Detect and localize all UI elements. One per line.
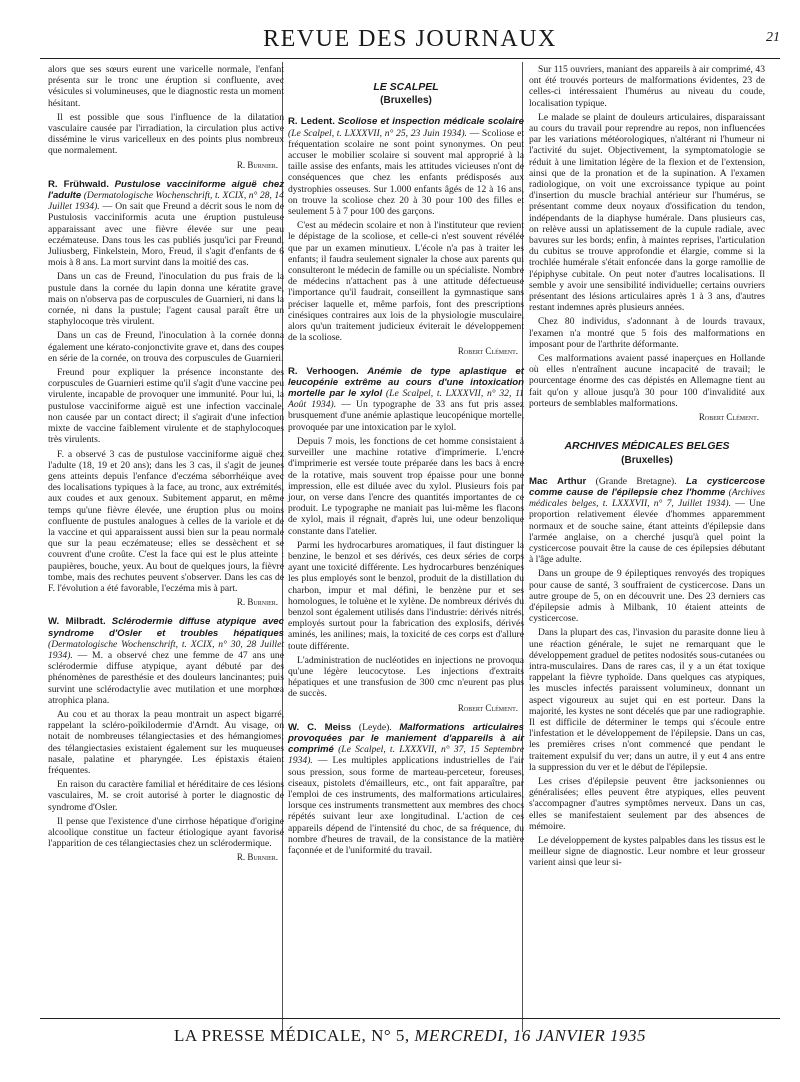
paragraph: Le développement de kystes palpables dans les tissus est le meilleur signe de diagnostic. Leur nombre et leur grosseur varient ainsi que leur si- bbox=[529, 835, 765, 869]
section-title: ARCHIVES MÉDICALES BELGES bbox=[564, 440, 730, 453]
page-number: 21 bbox=[766, 30, 780, 45]
article-reference: (Le Scalpel, t. LXXXVII, n° 37, 15 Septembre 1934). bbox=[288, 744, 524, 767]
paragraph: C'est au médecin scolaire et non à l'instituteur que revient le dépistage de la scoliose, et celle-ci n'est souvent révélée que par un examen minutieux. L'école n'a pas à traiter les enfants; il faudra seulement signaler la chose aux parents qui consulteront le médecin de famille ou un spécialiste. Nombre de médecins n'attachent pas à une attitude défectueuse l'importance qu'il faudrait, conseillent la gymnastique sans préciser laquelle et, même parfois, font des prescriptions cinésiques contraires aux lois de la physiologie musculaire, alors qu'un traitement judicieux éviterait le développement de la scoliose. bbox=[288, 220, 524, 344]
article-heading bbox=[288, 722, 524, 856]
signature: R. Burnier. bbox=[236, 597, 278, 608]
article-title: Scoliose et inspection médicale scolaire bbox=[337, 116, 524, 128]
paragraph: Le malade se plaint de douleurs articulaires, disparaissant au cours du travail pour reprendre au repos, non influencées par les variations météorologiques, n'altérant ni l'humeur ni l'activité du sujet. Objectivement, la symptomatologie se réduit à une limitation légère de la flexion et de l'extension, ainsi que de la pronation et de la supination. A l'examen radiologique, on voit une excroissance typique au point d'insertion du muscle brachial antérieur sur l'humérus, se présentant comme deux noyaux d'ossification du tendon, indépendants de la diaphyse humérale. Dans plusieurs cas, on relève aussi un aplatissement de la cupule radiale, avec bavures sur les bords; enfin, à maintes reprises, l'articulation du cubitus se trouve approfondie et élargie, comme si la trochlée humérale s'était enfoncée dans la gorge ramollie de l'épiphyse cubitale. On peut noter d'autres localisations. Il semble y avoir une sensibilité individuelle; certains ouvriers présentant des lésions articulaires après 1 à 3 ans, d'autres restant indemnes après plusieurs années. bbox=[529, 111, 765, 314]
article-author: W. C. Meiss bbox=[288, 721, 352, 733]
signature: Robert Clément. bbox=[457, 702, 518, 713]
article-heading bbox=[529, 476, 765, 566]
paragraph: — Un typographe de 33 ans fut pris assez brusquement d'une anémie aplastique leucopénique mortelle, provoquée par une intoxication par le xylol. bbox=[288, 399, 524, 433]
paragraph: Dans un groupe de 9 épileptiques renvoyés des tropiques pour cause de santé, 3 souffraient de cysticercose. Dans un autre groupe de 5, on en découvrit une. Des 23 derniers cas d'épilepsie admis à Milbank, 10 étaient atteints de cysticercose. bbox=[529, 568, 765, 625]
article-ledent bbox=[288, 116, 524, 357]
paragraph: — Une proportion relativement élevée d'hommes apparemment normaux et de souche saine, étant atteints d'épilepsie dans l'armée anglaise, on a cherché jusqu'à quel point la cysticercose pouvait être la cause de ces épilepsies débutant à l'âge adulte. bbox=[529, 498, 765, 566]
article-title: Malformations articulaires provoquées par le maniement d'appareils à air comprimé bbox=[288, 721, 524, 756]
article-author: R. Ledent. bbox=[288, 116, 335, 128]
paragraph: — Les multiples applications industrielles de l'air sous pression, sous forme de marteau-perceteur, foreuses, ciseaux, pistolets d'émailleurs, etc., ont fait apparaître, par l'emploi de ces instruments, des malformations articulaires, lorsque ces instruments transmettent aux membres des chocs répétés suivant leur axe longitudinal. L'action de ces appareils dépend de l'intensité du choc, de sa fréquence, du nombre d'heures de travail, de la consistance de la matière façonnée et de l'uniformité du travail. bbox=[288, 755, 524, 856]
author-affiliation: (Grande Bretagne). bbox=[595, 475, 677, 487]
column-1 bbox=[48, 64, 284, 872]
article-meiss bbox=[288, 722, 524, 856]
section-title: LE SCALPEL bbox=[373, 81, 439, 93]
article-title: Anémie de type aplastique et leucopénie extrême au cours d'une intoxication mortelle par le xylol bbox=[288, 365, 525, 400]
paragraph: F. a observé 3 cas de pustulose vacciniforme aiguë chez l'adulte (18, 19 et 20 ans); dans les 3 cas, il s'agit de jeunes gens atteints depuis l'enfance d'eczéma séborrhéique avec des localisations typiques à la face, au tronc, aux extrémités, aux coudes et aux genoux. Subitement apparut, en même temps qu'une fièvre élevée, une éruption plus ou moins confluente de pustules analogues à celles de la variole et de la vaccine et qui apparaissent aussi bien sur la peau normale que sur la peau eczémateuse; elles se dessèchent et se couvrent d'une croûte. C'est la face qui est le plus atteinte : paupières, bouche, yeux. Au bout de quelques jours, la fièvre tombe, mais des rechutes peuvent s'observer. Dans les cas de F. l'évolution a été favorable, l'eczéma mis à part. bbox=[48, 448, 284, 594]
article-title: Sclérodermie diffuse atypique avec syndrome d'Osler et troubles hépatiques bbox=[48, 616, 284, 639]
article-reference: (Dermatologische Wochenschrift, t. XCIX, n° 30, 28 Juillet 1934). bbox=[48, 638, 284, 661]
paragraph: Dans un cas de Freund, l'inoculation du pus frais de la pustule dans la cornée du lapin donna une kératite grave, mais on n'observa pas de corpuscules de Guarnieri, ni dans la cornée, ni dans la pustule; l'agent causal paraît être un staphylocoque très virulent. bbox=[48, 271, 284, 328]
article-reference: (Le Scalpel, t. LXXXVII, n° 25, 23 Juin 1934). bbox=[288, 127, 467, 139]
article-author: W. Milbradt. bbox=[48, 616, 106, 628]
section-subtitle: (Bruxelles) bbox=[380, 95, 432, 107]
paragraph: Freund pour expliquer la présence inconstante des corpuscules de Guarnieri estime qu'il s'agit d'une vaccine peu virulente, incapable de provoquer une immunité. Pour lui, la pustulose vacciniforme aiguë est une infection vaccinale, non causée par un contact direct; il s'agirait d'une infection mixte de vaccine faiblement virulente et de staphylocoques très virulents. bbox=[48, 367, 284, 446]
article-title: La cysticercose comme cause de l'épilepsie chez l'homme bbox=[529, 475, 765, 498]
paragraph: Parmi les hydrocarbures aromatiques, il faut distinguer la benzine, le benzol et ses dérivés, ces deux séries de corps ayant une toxicité différente. Les hydrocarbures benzéniques les plus employés sont le benzol, produit de la distillation du charbon, impur et mal défini, le benzène pur et ses homologues, le toluène et le xylène. De nombreux dérivés du benzol sont également utilisés dans l'industrie: dérivés nitrés, employés surtout pour la fabrication des explosifs, dérivés aminés, les anilines; mais, la toxicité de ces corps est d'allure toute différente. bbox=[288, 539, 524, 652]
paragraph: Les crises d'épilepsie peuvent être jacksoniennes ou généralisées; elles peuvent être atypiques, elles peuvent s'accompagner d'autres symptômes nerveux. Dans un cas, elles se manifestaient seulement par des absences de mémoire. bbox=[529, 775, 765, 832]
article-author: Mac Arthur bbox=[529, 475, 587, 487]
paragraph: Il est possible que sous l'influence de la dilatation vasculaire causée par l'irradiation, la circulation plus active dissémine le virus varicelleux en des points plus nombreux que normalement. bbox=[48, 111, 284, 157]
column-3 bbox=[529, 64, 765, 872]
paragraph: Dans un cas de Freund, l'inoculation à la cornée donna également une kérato-conjonctivite grave et, dans des coupes en série de la cornée, on trouva des corpuscules de Guarnieri. bbox=[48, 330, 284, 364]
footer-issue: N° 5, bbox=[371, 1026, 410, 1045]
page-footer bbox=[40, 1026, 780, 1046]
paragraph: Au cou et au thorax la peau montrait un aspect bigarré, rappelant la scléro-poïkilodermie d'Arndt. Au visage, on notait de nombreuses télangiectasies et des hémangiomes; des télangiectasies existaient également sur les muqueuses nasale, palatine et pharyngée. Les épistaxis étaient fréquentes. bbox=[48, 708, 284, 776]
article-fruhwald bbox=[48, 179, 284, 609]
signature: R. Burnier. bbox=[236, 159, 278, 170]
paragraph: Depuis 7 mois, les fonctions de cet homme consistaient à surveiller une machine rotative d'imprimerie. L'encre d'imprimerie est versée toute préparée dans les bacs à encre de la rotative, mais souvent trop épaisse pour une bonne impression, elle est diluée avec du xylol. Plusieurs fois par jour, on verse dans l'encre des quantités importantes de ce produit. Le typographe ne maniait pas lui-même les flacons de xylol, mais il régnait, d'après lui, une odeur benzolique constante dans l'atelier. bbox=[288, 435, 524, 537]
header-rule bbox=[40, 58, 780, 59]
author-affiliation: (Leyde). bbox=[358, 721, 392, 733]
article-verhoogen bbox=[288, 366, 524, 714]
footer-journal: LA PRESSE MÉDICALE, bbox=[174, 1026, 367, 1045]
paragraph: L'administration de nucléotides en injections ne provoqua qu'une légère leucocytose. Les injections d'extraits hépatiques et une transfusion de 300 cmc n'eurent pas plus de succès. bbox=[288, 654, 524, 700]
article-heading bbox=[48, 179, 284, 269]
article-milbradt bbox=[48, 616, 284, 863]
article-heading bbox=[288, 366, 524, 433]
article-author: R. Verhoogen. bbox=[288, 365, 359, 377]
journal-section-title: REVUE DES JOURNAUX bbox=[263, 26, 557, 52]
paragraph: Il pense que l'existence d'une cirrhose hépatique d'origine alcoolique constitue un facteur étiologique ayant favorisé l'apparition de ces télangiectasies chez un sclérodermique. bbox=[48, 815, 284, 850]
paragraph: — On sait que Freund a décrit sous le nom de Pustulosis vacciniformis acuta une éruption pustuleuse apparaissant avec une fièvre élevée sur une peau eczémateuse. Dans tous les cas publiés jusqu'ici par Freund, Juliusberg, Finkelstein, Moro, Freud, il s'agit d'enfants de 6 mois à 8 ans. La mort survint dans la moitié des cas. bbox=[48, 201, 284, 269]
footer-date: MERCREDI, 16 JANVIER 1935 bbox=[414, 1026, 646, 1045]
paragraph: Dans la plupart des cas, l'invasion du parasite donne lieu à une réaction générale, le sujet ne remarquant que le développement graduel de petites nodosités sous-cutanées ou intra-musculaires. Dans de rares cas, il y a un état toxique rappelant la fièvre typhoïde. Dans quelques cas atypiques, les muscles infectés paraissent volumineux, donnant un aspect vigoureux au sujet qui en est porteur. Dans la majorité, les kystes ne sont décelés que par une radiographie. Il est difficile de déterminer le temps qui s'écoule entre l'infestation et le développement de l'épilepsie. Dans un cas, les premières crises n'ont commencé que pendant le traitement expulsif du ver; dans un autre, il y eut 4 ans entre la suppression du ver et le début de l'épilepsie. bbox=[529, 627, 765, 773]
column-2 bbox=[288, 64, 524, 859]
footer-rule bbox=[40, 1018, 780, 1019]
article-macarthur bbox=[529, 476, 765, 869]
section-subtitle: (Bruxelles) bbox=[621, 454, 673, 466]
paragraph: Chez 80 individus, s'adonnant à de lourds travaux, l'examen n'a montré que 5 fois des malformations en imposant pour de l'arthrite déformante. bbox=[529, 316, 765, 350]
signature: Robert Clément. bbox=[698, 412, 759, 423]
paragraph: — M. a observé chez une femme de 47 ans une sclérodermie diffuse atypique, ayant débuté par des phénomènes de paresthésie et des douleurs lancinantes; puis survint une sclérodactylie avec mutilation et une morphœa atrophica plana. bbox=[48, 649, 284, 706]
article-reference: (Dermatologische Wochenschrift, t. XCIX, n° 28, 14 Juillet 1934). bbox=[48, 190, 284, 213]
article-reference: (Archives médicales belges, t. LXXXVII, n° 7, Juillet 1934). bbox=[529, 486, 765, 510]
article-heading bbox=[288, 116, 524, 217]
paragraph: Sur 115 ouvriers, maniant des appareils à air comprimé, 43 ont été trouvés porteurs de malformations évidentes, 23 de celles-ci intéressaient l'humérus au niveau du coude, localisation typique. bbox=[529, 64, 765, 109]
signature: Robert Clément. bbox=[457, 346, 518, 357]
article-author: R. Frühwald. bbox=[48, 178, 109, 190]
paragraph: — Scoliose et fréquentation scolaire ne sont point synonymes. On peut accuser le mobilier scolaire si souvent mal approprié à la taille assise des enfants, mais les attitudes vicieuses n'ont de conséquences que chez les enfants prédisposés aux dystrophies osseuses. Sur 1.000 enfants âgés de 12 à 16 ans, on trouve la scoliose chez 20 à 30 pour 100 des filles et seulement 5 à 7 pour 100 des garçons. bbox=[288, 127, 524, 218]
page-header bbox=[40, 22, 780, 58]
article-heading bbox=[48, 616, 284, 706]
paragraph: En raison du caractère familial et héréditaire de ces lésions vasculaires, M. se croit autorisé à porter le diagnostic de syndrome d'Osler. bbox=[48, 779, 284, 813]
signature: R. Burnier. bbox=[236, 852, 278, 863]
paragraph: Ces malformations avaient passé inaperçues en Hollande où elles n'entraînent aucune incapacité de travail; le pourcentage énorme des cas dépistés en Allemagne tient au fait qu'on y alloue jusqu'à 30 pour 100 d'invalidité aux porteurs de semblables malformations. bbox=[529, 353, 765, 409]
article-title: Pustulose vacciniforme aiguë chez l'adulte bbox=[48, 178, 285, 202]
article-reference: (Le Scalpel, t. LXXXVII, n° 32, 11 Août 1934). bbox=[288, 388, 524, 411]
paragraph: alors que ses sœurs eurent une varicelle normale, l'enfant présenta sur le tronc une éruption si confluente, avec vésicules si volumineuses, que le diagnostic resta un moment hésitant. bbox=[48, 64, 284, 109]
